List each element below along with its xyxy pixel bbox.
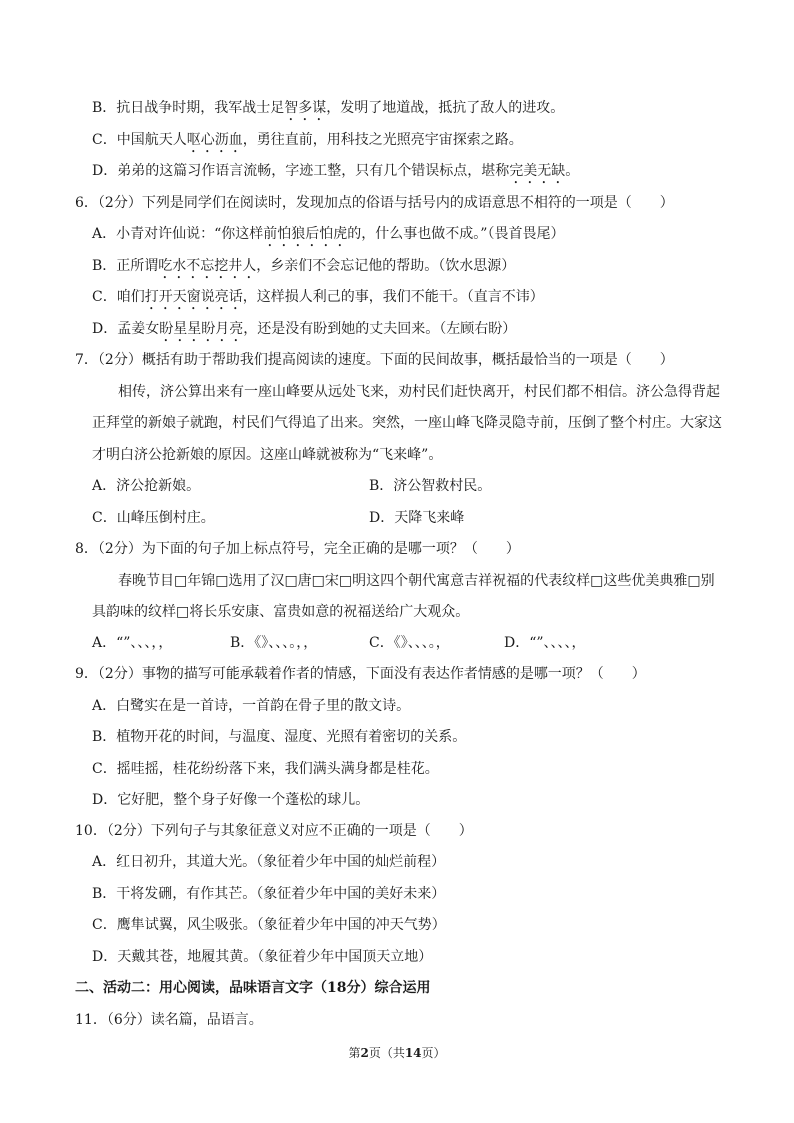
emphasized-text: 吃水不忘挖井人 <box>158 258 257 274</box>
text: D．孟姜女 <box>92 321 160 337</box>
q9-option-a: A．白鹭实在是一首诗，一首韵在骨子里的散文诗。 <box>92 698 411 714</box>
q7-passage-line: 正拜堂的新娘子就跑，村民们气得追了出来。突然，一座山峰飞降灵隐寺前，压倒了整个村庄。大家这 <box>92 415 722 431</box>
current-page-number: 2 <box>360 1046 369 1060</box>
text: 。 <box>565 163 580 179</box>
text: A．小青对许仙说：“你这样 <box>92 226 264 242</box>
text: ，勇往直前，用科技之光照亮宇宙探索之路。 <box>242 132 523 148</box>
q7-option-b: B．济公智救村民。 <box>369 478 492 494</box>
page-footer <box>0 1044 794 1062</box>
emphasized-text: 前怕狼后怕虎 <box>263 226 348 242</box>
q8-passage-line: 春晚节目□年锦□选用了汉□唐□宋□明这四个朝代寓意吉祥祝福的代表纹样□这些优美典雅□别 <box>118 573 715 589</box>
text: 的，什么事也做不成。”（畏首畏尾） <box>347 226 565 242</box>
q9-option-c: C．摇哇摇，桂花纷纷落下来，我们满头满身都是桂花。 <box>92 761 439 777</box>
q8-stem: 8．（2分）为下面的句子加上标点符号，完全正确的是哪一项？（ ） <box>75 541 520 557</box>
q6-stem: 6．（2分）下列是同学们在阅读时，发现加点的俗语与括号内的成语意思不相符的一项是（ ） <box>75 195 674 211</box>
section-title: 二、活动二：用心阅读，品味语言文字（18分） <box>75 980 375 996</box>
section-subtitle: 综合运用 <box>374 980 431 996</box>
q8-option-a: A．“”、、、，， <box>92 635 173 651</box>
q7-passage-line: 才明白济公抢新娘的原因。这座山峰就被称为“飞来峰”。 <box>92 447 443 463</box>
text: ，这样损人利己的事，我们不能干。（直言不讳） <box>242 289 544 305</box>
q5-option-b <box>92 98 564 124</box>
emphasized-text: 打开天窗说亮话 <box>144 289 243 305</box>
q7-option-c: C．山峰压倒村庄。 <box>92 510 215 526</box>
text: B．抗日战争时期，我军战士足 <box>92 100 285 116</box>
emphasized-text: 智多谋 <box>284 100 327 116</box>
q8-option-b: B．《》、、、。，， <box>230 635 318 651</box>
q7-passage-line: 相传，济公算出来有一座山峰要从远处飞来，劝村民们赶快离开，村民们都不相信。济公急得背起 <box>118 384 720 400</box>
q6-option-b <box>92 256 515 282</box>
q9-option-b: B．植物开花的时间，与温度、湿度、光照有着密切的关系。 <box>92 729 467 745</box>
q9-option-d: D．它好肥，整个身子好像一个蓬松的球儿。 <box>92 792 370 808</box>
q8-option-c: C．《》、、、。， <box>369 635 450 651</box>
footer-text: 页（共 <box>368 1046 405 1060</box>
q9-stem: 9．（2分）事物的描写可能承载着作者的情感，下面没有表达作者情感的是哪一项？（ ） <box>75 666 646 682</box>
q7-option-a: A．济公抢新娘。 <box>92 478 201 494</box>
text: ，发明了地道战，抵抗了敌人的进攻。 <box>326 100 565 116</box>
emphasized-text: 呕心沥血 <box>186 132 243 148</box>
footer-text: 第 <box>348 1046 361 1060</box>
text: C．中国航天人 <box>92 132 187 148</box>
text: B．正所谓 <box>92 258 159 274</box>
q11-stem: 11．（6分）读名篇，品语言。 <box>75 1012 263 1028</box>
q10-option-b: B．干将发硎，有作其芒。（象征着少年中国的美好未来） <box>92 886 446 902</box>
q10-option-d: D．天戴其苍，地履其黄。（象征着少年中国顶天立地） <box>92 949 433 965</box>
emphasized-text: 完美无缺 <box>509 163 566 179</box>
q10-stem: 10．（2分）下列句子与其象征意义对应不正确的一项是（ ） <box>75 823 473 839</box>
q10-option-c: C．鹰隼试翼，风尘吸张。（象征着少年中国的冲天气势） <box>92 917 446 933</box>
text: ，乡亲们不会忘记他的帮助。（饮水思源） <box>256 258 516 274</box>
text: D．弟弟的这篇习作语言流畅，字迹工整，只有几个错误标点，堪称 <box>92 163 510 179</box>
q6-option-c <box>92 287 544 313</box>
footer-text: 页） <box>421 1046 446 1060</box>
q5-option-d <box>92 161 579 187</box>
q5-option-c <box>92 130 523 156</box>
section-heading <box>75 978 430 998</box>
q8-passage-line: 具韵味的纹样□将长乐安康、富贵如意的祝福送给广大观众。 <box>92 604 470 620</box>
text: C．咱们 <box>92 289 145 305</box>
q10-option-a: A．红日初升，其道大光。（象征着少年中国的灿烂前程） <box>92 854 446 870</box>
total-page-count: 14 <box>404 1046 422 1060</box>
q8-option-d: D．“”、、、、， <box>504 635 586 651</box>
text: ，还是没有盼到她的丈夫回来。（左顾右盼） <box>243 321 517 337</box>
q6-option-a <box>92 224 564 250</box>
q6-option-d <box>92 319 516 345</box>
emphasized-text: 盼星星盼月亮 <box>159 321 244 337</box>
q7-stem: 7．（2分）概括有助于帮助我们提高阅读的速度。下面的民间故事，概括最恰当的一项是（ ） <box>75 352 674 368</box>
q7-option-d: D．天降飞来峰 <box>369 510 465 526</box>
